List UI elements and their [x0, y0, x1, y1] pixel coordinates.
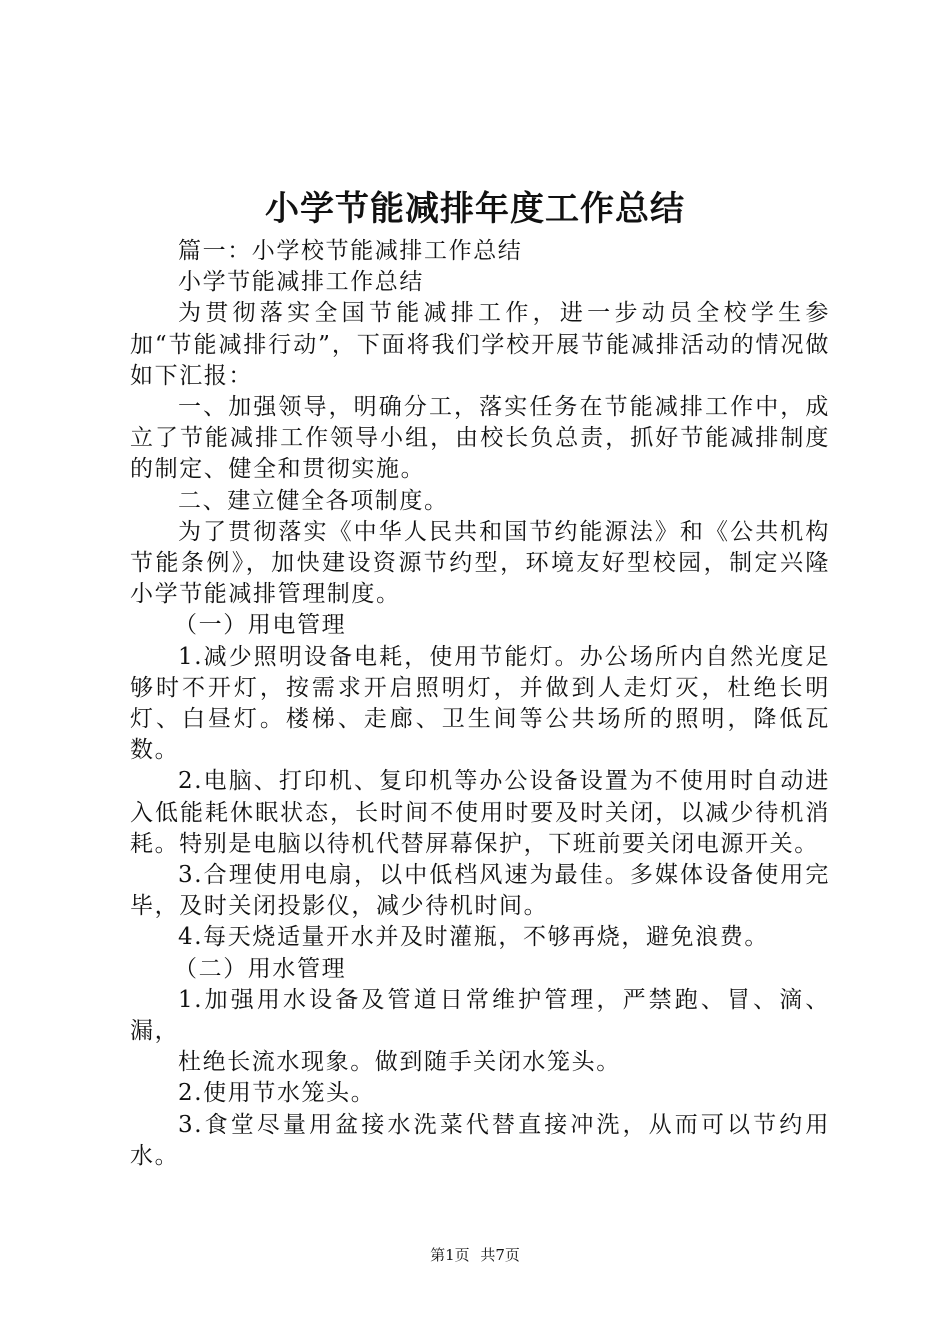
paragraph: 杜绝长流水现象。做到随手关闭水笼头。 [178, 1049, 621, 1076]
subsection-heading: （二）用水管理 [174, 955, 347, 982]
paragraph: 二、建立健全各项制度。 [178, 487, 449, 514]
list-item: 3.食堂尽量用盆接水洗菜代替直接冲洗，从而可以节约用水。 [130, 1111, 830, 1169]
document-title: 小学节能减排年度工作总结 [265, 189, 685, 229]
list-item: 1.减少照明设备电耗，使用节能灯。办公场所内自然光度足够时不开灯，按需求开启照明灯，并做到人走灯灭，杜绝长明灯、白昼灯。楼梯、走廊、卫生间等公共场所的照明，降低瓦数。 [130, 643, 830, 764]
list-item: 3.合理使用电扇，以中低档风速为最佳。多媒体设备使用完毕，及时关闭投影仪，减少待机时间。 [130, 862, 830, 920]
section-heading: 篇一：小学校节能减排工作总结 [178, 238, 523, 264]
document-body [130, 236, 830, 1172]
subtitle: 小学节能减排工作总结 [178, 269, 424, 296]
list-item: 1.加强用水设备及管道日常维护管理，严禁跑、冒、滴、漏， [130, 986, 830, 1045]
paragraph: 为贯彻落实全国节能减排工作，进一步动员全校学生参加“节能减排行动”，下面将我们学校开展节能减排活动的情况做如下汇报： [130, 300, 830, 389]
list-item: 4.每天烧适量开水并及时灌瓶，不够再烧，避免浪费。 [178, 924, 769, 951]
paragraph: 一、加强领导，明确分工，落实任务在节能减排工作中，成立了节能减排工作领导小组，由校长负总责，抓好节能减排制度的制定、健全和贯彻实施。 [130, 394, 830, 483]
list-item: 2.电脑、打印机、复印机等办公设备设置为不使用时自动进入低能耗休眠状态，长时间不使用时要及时关闭，以减少待机消耗。特别是电脑以待机代替屏幕保护，下班前要关闭电源开关。 [130, 768, 830, 857]
list-item: 2.使用节水笼头。 [178, 1080, 376, 1107]
subsection-heading: （一）用电管理 [174, 612, 347, 639]
page-footer [0, 1244, 950, 1266]
paragraph: 为了贯彻落实《中华人民共和国节约能源法》和《公共机构节能条例》，加快建设资源节约型，环境友好型校园，制定兴隆小学节能减排管理制度。 [130, 518, 830, 608]
page-number: 第1页 [430, 1246, 470, 1264]
page-total: 共7页 [480, 1246, 520, 1264]
